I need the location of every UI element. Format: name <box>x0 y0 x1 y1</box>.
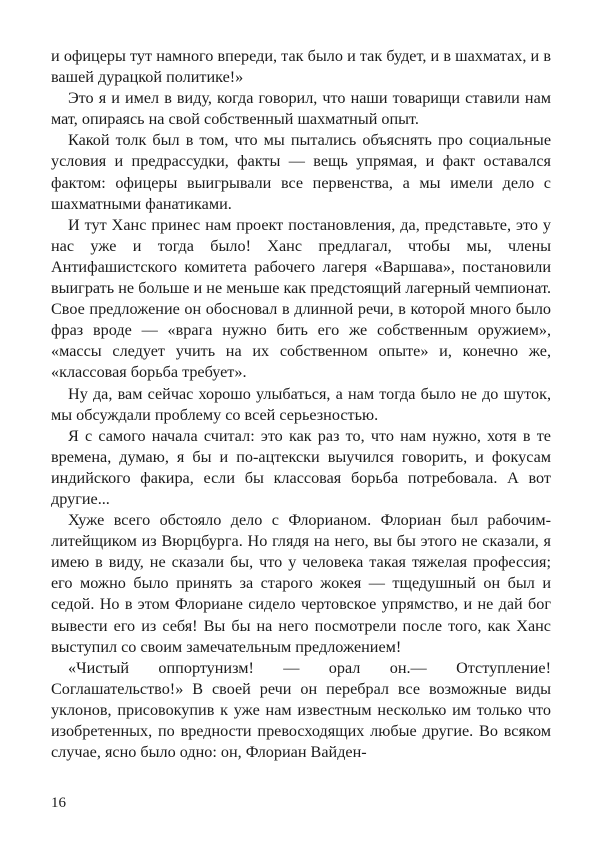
paragraph-2: Это я и имел в виду, когда говорил, что наши товарищи ставили нам мат, опираясь на свой собственный шахматный опыт. <box>51 89 551 129</box>
paragraph-7: Хуже всего обстояло дело с Флорианом. Флориан был рабочим-литейщиком из Вюрцбурга. Но глядя на него, вы бы этого не сказали, я имею в виду, не сказали бы, что у человека такая тяжелая профессия; его можно было принять за старого жокея — тщедушный он был и седой. Но в этом Флориане сидело чертовское упрямство, и не дай бог вывести его из себя! Вы бы на него посмотрели после того, как Ханс выступил со своим замечательным предложением! <box>51 511 551 656</box>
paragraph-6: Я с самого начала считал: это как раз то, что нам нужно, хотя в те времена, думаю, я бы и по-ацтекски выучился говорить, и фокусам индийского факира, если бы классовая борьба потребовала. А вот другие... <box>51 426 551 508</box>
paragraph-4: И тут Ханс принес нам проект постановления, да, представьте, это у нас уже и тогда было! Ханс предлагал, чтобы мы, члены Антифашистского комитета рабочего лагеря «Варшава», постановили выиграть не больше и не меньше как предстоящий лагерный чемпионат. Свое предложение он обосновал в длинной речи, в которой много было фраз вроде — «врага нужно бить его же собственным оружием», «массы следует учить на их собственном опыте» и, конечно же, «классовая борьба требует». <box>51 215 551 382</box>
paragraph-3: Какой толк был в том, что мы пытались объяснять про социальные условия и предрассудки, факты — вещь упрямая, и факт оставался фактом: офицеры выигрывали все первенства, а мы имели дело с шахматными фанатиками. <box>51 131 551 213</box>
page-number: 16 <box>51 795 66 811</box>
paragraph-5: Ну да, вам сейчас хорошо улыбаться, а нам тогда было не до шуток, мы обсуждали проблему со всей серьезностью. <box>51 384 551 424</box>
page-body <box>51 46 551 763</box>
paragraph-1: и офицеры тут намного впереди, так было и так будет, и в шахматах, и в вашей дурацкой политике!» <box>51 47 551 87</box>
paragraph-8: «Чистый оппортунизм! — орал он.— Отступление! Соглашательство!» В своей речи он перебрал все возможные виды уклонов, присовокупив к уже нам известным несколько им только что изобретенных, по вредности превосходящих любые другие. Во всяком случае, ясно было одно: он, Флориан Вайден- <box>51 658 551 762</box>
